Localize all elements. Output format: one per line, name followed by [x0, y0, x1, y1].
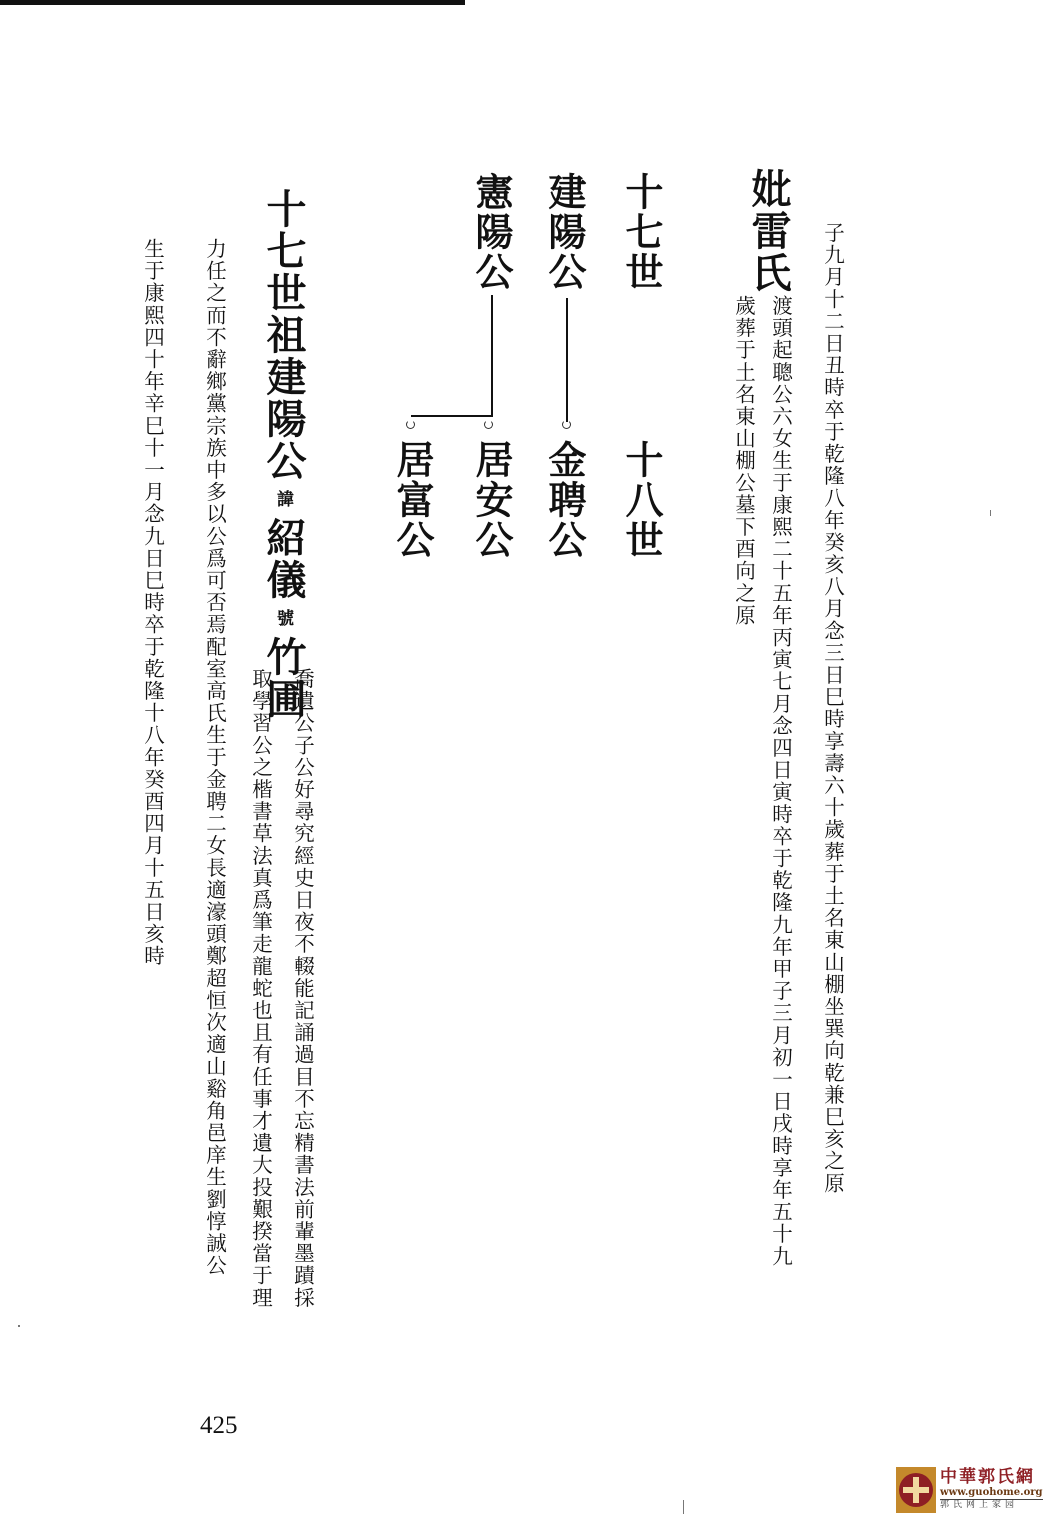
- hui-label: 諱: [273, 490, 293, 509]
- biography-line-3: 力任之而不辭鄉黨宗族中多以公爲可否焉配室高氏生于金聘二女長適濠頭鄭超恒次適山谿角邑庠生劉惇誠公: [202, 238, 227, 1277]
- biography-title: 十七世祖建陽公: [260, 188, 307, 482]
- node-marker: [484, 420, 493, 429]
- scan-mark: [990, 510, 991, 516]
- page-number: 425: [200, 1412, 238, 1439]
- child-jinpin: 金聘公: [542, 440, 587, 560]
- connector-line: [491, 295, 493, 417]
- top-rule: [0, 0, 465, 5]
- given-name: 紹儀: [260, 517, 307, 601]
- wife-heading: 妣雷氏: [745, 168, 792, 294]
- text-column-3: 歲葬于土名東山棚公墓下酉向之原: [731, 295, 756, 627]
- child-juan: 居安公: [469, 440, 514, 560]
- watermark-subtitle: 郭氏网上家园: [940, 1500, 1019, 1510]
- clan-emblem-icon: [896, 1467, 936, 1513]
- watermark-logo: [896, 1462, 1054, 1518]
- biography-line-1: 喬遺公子公好尋究經史日夜不輟能記誦過目不忘精書法前輩墨蹟採: [290, 668, 315, 1309]
- gen18-label: 十八世: [619, 440, 664, 560]
- connector-line: [566, 298, 568, 422]
- child-jufu: 居富公: [390, 440, 435, 560]
- watermark-title: 中華郭氏網: [940, 1467, 1035, 1488]
- connector-line: [411, 415, 493, 417]
- scan-mark: [683, 1500, 684, 1514]
- gen17-label: 十七世: [619, 172, 664, 292]
- father-jianyang: 建陽公: [542, 172, 587, 292]
- node-marker: [406, 420, 415, 429]
- text-column-2: 渡頭起聰公六女生于康熙二十五年丙寅七月念四日寅時卒于乾隆九年甲子三月初一日戌時享年五十九: [768, 295, 793, 1268]
- scan-mark: [18, 1325, 20, 1327]
- style-name: 竹圃: [260, 636, 307, 720]
- biography-line-2: 取學習公之楷書草法真爲筆走龍蛇也且有任事才遺大投艱揆當于理: [248, 668, 273, 1309]
- hao-label: 號: [273, 609, 293, 628]
- node-marker: [562, 420, 571, 429]
- father-xianyang: 憲陽公: [469, 172, 514, 292]
- biography-line-4: 生于康熙四十年辛巳十一月念九日巳時卒于乾隆十八年癸酉四月十五日亥時: [140, 238, 165, 968]
- watermark-url: www.guohome.org: [940, 1487, 1043, 1498]
- biography-heading: [260, 188, 307, 720]
- text-column-1: 子九月十二日丑時卒于乾隆八年癸亥八月念三日巳時享壽六十歲葬于土名東山棚坐巽向乾兼巳亥之原: [820, 222, 845, 1195]
